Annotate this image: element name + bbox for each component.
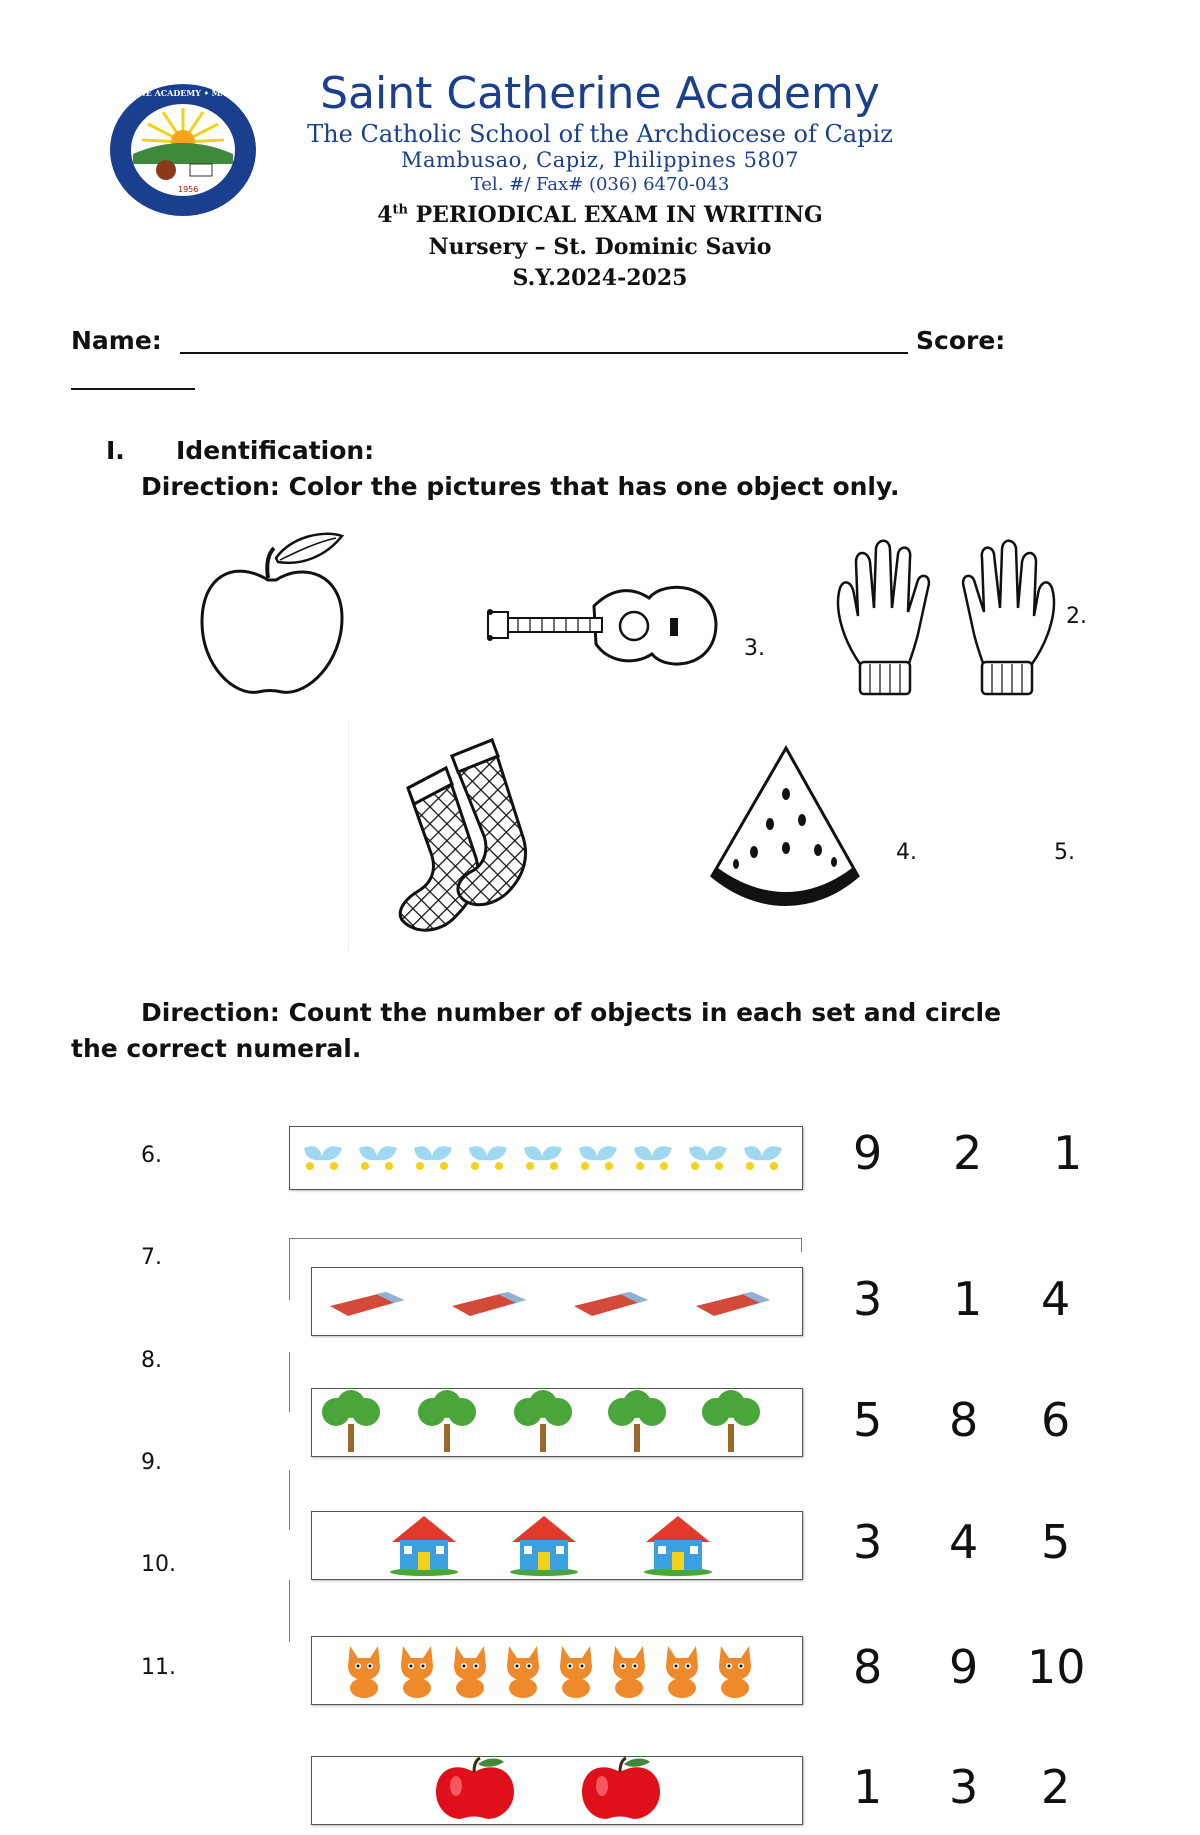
direction-counting-line1: Direction: Count the number of objects in each set and circle: [141, 998, 1002, 1027]
apple-red-icon: [582, 1758, 660, 1819]
item-number-2: 2.: [1066, 604, 1087, 629]
school-tel: Tel. #/ Fax# (036) 6470-043: [470, 174, 730, 195]
eraser-icon: [574, 1292, 648, 1316]
faint-divider: [348, 720, 349, 950]
object-row-10: [342, 1640, 772, 1700]
eraser-icon: [452, 1292, 526, 1316]
cat-icon: [507, 1646, 539, 1698]
apple-outline-icon: [196, 530, 346, 698]
bracket-stub: [801, 1238, 802, 1252]
cat-icon: [613, 1646, 645, 1698]
tree-icon: [418, 1390, 476, 1452]
school-address: Mambusao, Capiz, Philippines 5807: [400, 148, 800, 172]
school-year: S.Y.2024-2025: [512, 265, 688, 291]
choice-8-c[interactable]: 6: [1041, 1393, 1071, 1447]
choice-7-b[interactable]: 1: [953, 1272, 983, 1326]
exam-ordinal: 4: [377, 202, 393, 228]
choice-11-a[interactable]: 1: [853, 1760, 883, 1814]
butterfly-icon: [634, 1146, 672, 1170]
choice-8-a[interactable]: 5: [853, 1393, 883, 1447]
logo-text: SAINT CATHERINE ACADEMY • MAMBUSAO, CAPIZ: [64, 88, 302, 98]
guitar-outline-icon: [484, 576, 720, 676]
item-number-11: 11.: [141, 1655, 176, 1680]
item-number-3: 3.: [744, 636, 765, 661]
tree-icon: [514, 1390, 572, 1452]
cat-icon: [666, 1646, 698, 1698]
logo-year: 1956: [178, 185, 199, 194]
school-subtitle: The Catholic School of the Archdiocese of Capiz: [307, 120, 893, 148]
choice-9-a[interactable]: 3: [853, 1515, 883, 1569]
section-title: Identification:: [176, 436, 375, 465]
choice-7-a[interactable]: 3: [853, 1272, 883, 1326]
butterfly-icon: [689, 1146, 727, 1170]
choice-10-c[interactable]: 10: [1027, 1640, 1086, 1694]
object-row-8: [318, 1390, 794, 1454]
butterfly-icon: [359, 1146, 397, 1170]
exam-title-line: [0, 202, 1200, 228]
section-roman: I.: [106, 436, 125, 465]
direction-identification: Direction: Color the pictures that has one object only.: [141, 472, 900, 501]
apple-red-icon: [436, 1758, 514, 1819]
eraser-icon: [696, 1292, 770, 1316]
tree-icon: [702, 1390, 760, 1452]
house-icon: [644, 1516, 712, 1576]
choice-11-c[interactable]: 2: [1041, 1760, 1071, 1814]
item-number-9: 9.: [141, 1450, 162, 1475]
exam-suffix: th: [392, 202, 408, 218]
choice-10-a[interactable]: 8: [853, 1640, 883, 1694]
cat-icon: [348, 1646, 380, 1698]
item-number-5: 5.: [1054, 840, 1075, 865]
gloves-outline-icon: [832, 538, 1060, 696]
class-line: Nursery – St. Dominic Savio: [428, 234, 772, 260]
object-row-11: [432, 1756, 668, 1822]
score-line[interactable]: [71, 388, 195, 390]
cat-icon: [401, 1646, 433, 1698]
choice-10-b[interactable]: 9: [949, 1640, 979, 1694]
choice-7-c[interactable]: 4: [1041, 1272, 1071, 1326]
cat-icon: [719, 1646, 751, 1698]
bracket-stub: [289, 1580, 290, 1642]
butterfly-icon: [304, 1146, 342, 1170]
choice-8-b[interactable]: 8: [949, 1393, 979, 1447]
choice-9-c[interactable]: 5: [1041, 1515, 1071, 1569]
tree-icon: [608, 1390, 666, 1452]
bracket-stub: [289, 1352, 290, 1412]
cat-icon: [454, 1646, 486, 1698]
cat-icon: [560, 1646, 592, 1698]
butterfly-icon: [579, 1146, 617, 1170]
choice-6-b[interactable]: 2: [953, 1126, 983, 1180]
butterfly-icon: [469, 1146, 507, 1170]
butterfly-icon: [744, 1146, 782, 1170]
tree-icon: [322, 1390, 380, 1452]
butterfly-icon: [414, 1146, 452, 1170]
socks-outline-icon: [396, 738, 538, 938]
choice-6-c[interactable]: 1: [1053, 1126, 1083, 1180]
bracket-stub: [289, 1238, 290, 1300]
score-label: Score:: [916, 326, 1006, 355]
school-name: Saint Catherine Academy: [320, 68, 880, 119]
exam-title: PERIODICAL EXAM IN WRITING: [415, 202, 823, 228]
name-line[interactable]: [180, 352, 908, 354]
item-number-10: 10.: [141, 1552, 176, 1577]
house-icon: [510, 1516, 578, 1576]
name-label: Name:: [71, 326, 162, 355]
choice-9-b[interactable]: 4: [949, 1515, 979, 1569]
item-number-6: 6.: [141, 1143, 162, 1168]
bracket-stub-top: [289, 1238, 801, 1239]
object-row-7: [326, 1282, 786, 1322]
eraser-icon: [330, 1292, 404, 1316]
bracket-stub: [289, 1470, 290, 1530]
house-icon: [390, 1516, 458, 1576]
item-number-4: 4.: [896, 840, 917, 865]
object-row-6: [298, 1140, 794, 1176]
item-number-7: 7.: [141, 1245, 162, 1270]
object-row-9: [388, 1512, 728, 1576]
watermelon-outline-icon: [708, 744, 864, 906]
choice-6-a[interactable]: 9: [853, 1126, 883, 1180]
item-number-8: 8.: [141, 1348, 162, 1373]
butterfly-icon: [524, 1146, 562, 1170]
direction-counting-line2: the correct numeral.: [71, 1034, 362, 1063]
choice-11-b[interactable]: 3: [949, 1760, 979, 1814]
